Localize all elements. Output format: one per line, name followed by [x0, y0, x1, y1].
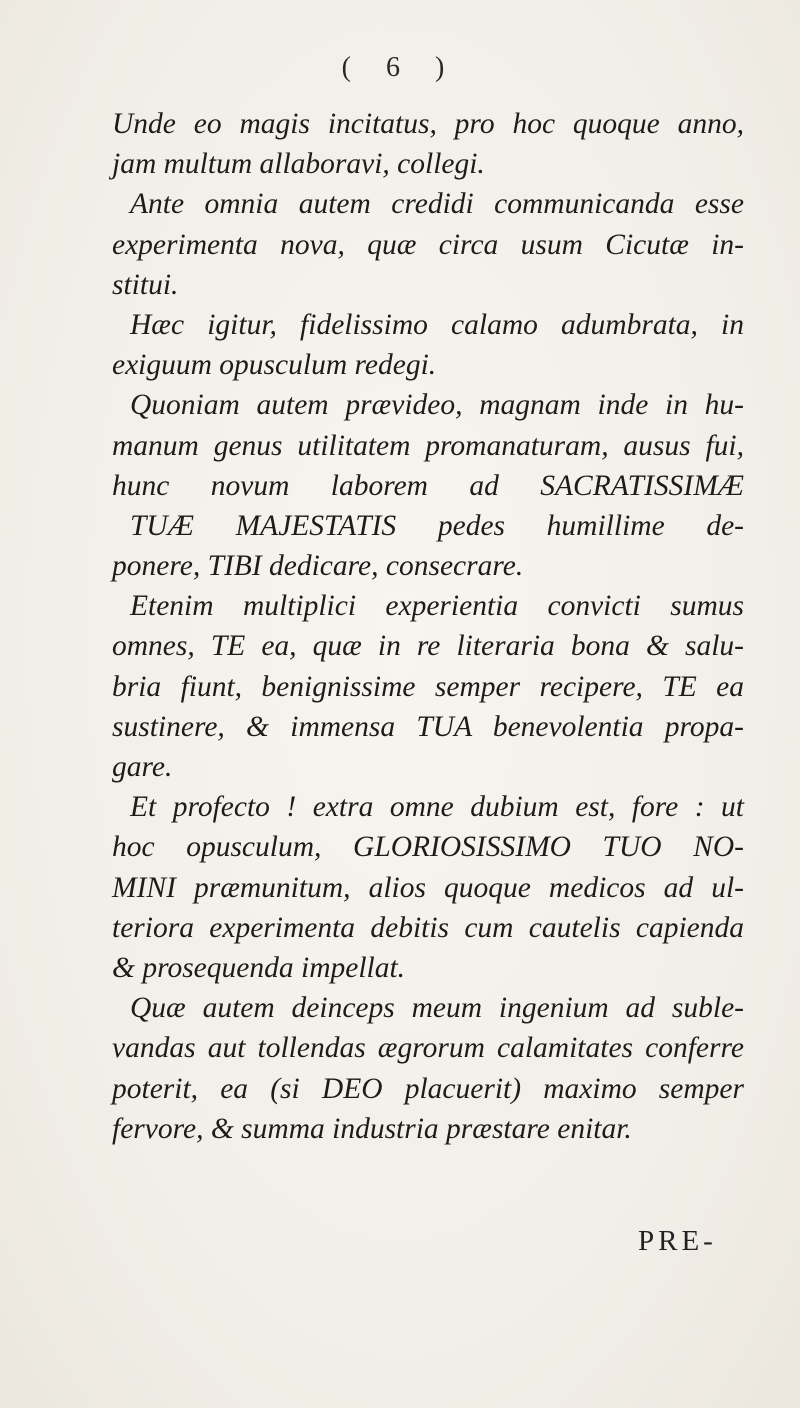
- text-line: fervore, & summa industria præstare enitar.: [112, 1112, 632, 1145]
- text-line: hunc novum laborem ad SACRATISSIMÆ: [112, 469, 744, 502]
- text-line: experimenta nova, quæ circa usum Cicutæ in-: [112, 228, 744, 261]
- text-line: jam multum allaboravi, collegi.: [112, 148, 485, 181]
- text-line: gare.: [112, 751, 173, 783]
- text-line: & prosequenda impellat.: [112, 951, 406, 984]
- text-line: Etenim multiplici experientia convicti sumus: [130, 590, 744, 623]
- text-line: ponere, TIBI dedicare, consecrare.: [112, 550, 524, 583]
- text-line: Quoniam autem prævideo, magnam inde in hu-: [130, 389, 744, 422]
- text-line: hoc opusculum, GLORIOSISSIMO TUO NO-: [112, 831, 744, 864]
- text-line: TUÆ MAJESTATIS pedes humillime de-: [130, 509, 744, 542]
- page-number: ( 6 ): [341, 52, 459, 83]
- text-line: poterit, ea (si DEO placuerit) maximo semper: [112, 1072, 744, 1105]
- text-line: Et profecto ! extra omne dubium est, fore : ut: [130, 791, 744, 824]
- text-line: teriora experimenta debitis cum cautelis capienda: [112, 911, 744, 944]
- text-line: Hæc igitur, fidelissimo calamo adumbrata, in: [130, 308, 744, 341]
- text-line: manum genus utilitatem promanaturam, ausus fui,: [112, 429, 744, 462]
- text-line: sustinere, & immensa TUA benevolentia propa-: [112, 710, 744, 743]
- text-line: omnes, TE ea, quæ in re literaria bona & salu-: [112, 630, 744, 663]
- text-line: exiguum opusculum redegi.: [112, 349, 437, 382]
- text-line: MINI præmunitum, alios quoque medicos ad ul-: [112, 871, 744, 904]
- text-line: Quæ autem deinceps meum ingenium ad suble-: [130, 992, 744, 1025]
- body-text: [112, 104, 744, 1149]
- catchword: PRE-: [638, 1225, 717, 1257]
- text-line: stitui.: [112, 268, 179, 301]
- text-line: Unde eo magis incitatus, pro hoc quoque anno,: [112, 108, 744, 140]
- text-line: bria fiunt, benignissime semper recipere, TE ea: [112, 670, 744, 703]
- text-line: vandas aut tollendas ægrorum calamitates conferre: [112, 1032, 744, 1065]
- text-line: Ante omnia autem credidi communicanda esse: [130, 188, 744, 221]
